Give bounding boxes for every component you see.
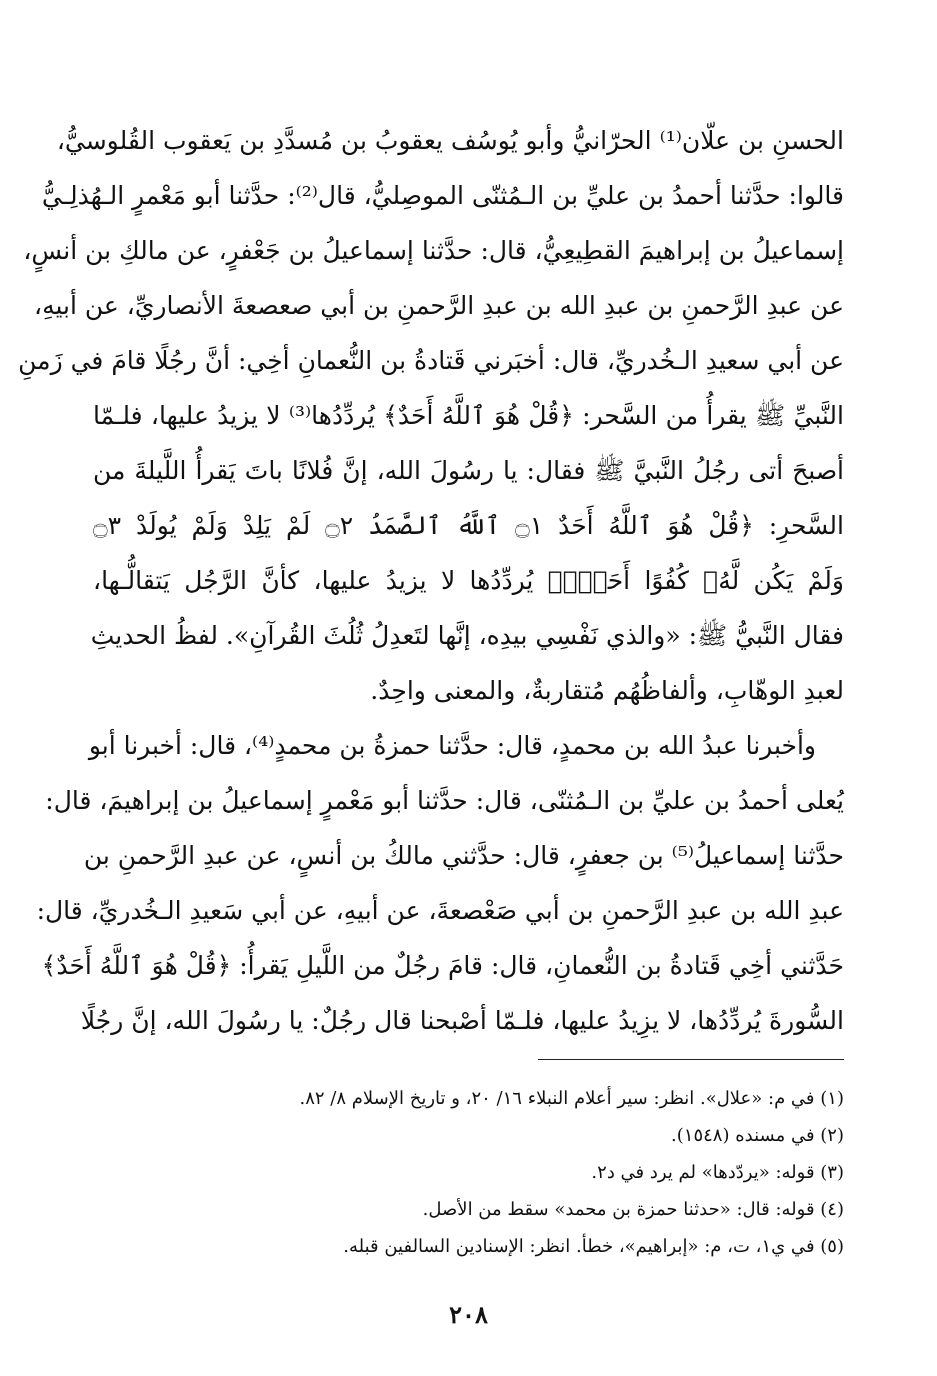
- footnote: (٤) قوله: قال: «حدثنا حمزة بن محمد» سقط من الأصل.: [422, 1199, 844, 1220]
- text-line: وَلَمْ يَكُن لَّهُۥ كُفُوًا أَحَدٌۢ﴾ يُردِّدُها لا يزيدُ عليها، كأنَّ الرَّجُل يَتقالُّـها،: [93, 566, 844, 595]
- text-line: حدَّثنا إسماعيلُ⁽⁵⁾ بن جعفرٍ، قال: حدَّثني مالكُ بن أنسٍ، عن عبدِ الرَّحمنِ بن: [83, 841, 844, 870]
- page-number: ٢٠٨: [449, 1300, 488, 1329]
- paragraph-1: [18, 113, 844, 718]
- text-line: فقال النَّبيُّ ﷺ: «والذي نَفْسِي بيدِه، إنَّها لتَعدِلُ ثُلُثَ القُرآنِ». لفظُ الحديثِ: [90, 621, 844, 650]
- text-line: السَّحرِ: ﴿قُلْ هُوَ ٱللَّهُ أَحَدٌ ۝١ ٱللَّهُ ٱلصَّمَدُ ۝٢ لَمْ يَلِدْ وَلَمْ يُولَدْ ۝٣: [93, 511, 844, 540]
- text-line: الحسنِ بن علّان⁽¹⁾ الحرّانيُّ وأبو يُوسُف يعقوبُ بن مُسدَّدِ بن يَعقوب القُلوسيُّ،: [56, 126, 844, 155]
- footnotes: [93, 1080, 844, 1265]
- text-line: إسماعيلُ بن إبراهيمَ القطِيعِيُّ، قال: حدَّثنا إسماعيلُ بن جَعْفرٍ، عن مالكِ بن أنسٍ،: [23, 236, 844, 265]
- text-line: وأخبرنا عبدُ الله بن محمدٍ، قال: حدَّثنا حمزةُ بن محمدٍ⁽⁴⁾، قال: أخبرنا أبو: [88, 731, 816, 760]
- footnote-separator: [538, 1059, 844, 1060]
- footnote: (٣) قوله: «يردّدها» لم يرد في د٢.: [591, 1162, 844, 1183]
- text-line: عن عبدِ الرَّحمنِ بن عبدِ الله بن عبدِ الرَّحمنِ بن أبي صعصعةَ الأنصاريِّ، عن أبيهِ،: [34, 291, 844, 320]
- paragraph-2: [36, 718, 844, 1048]
- text-line: حَدَّثني أخِي قَتادةُ بن النُّعمانِ، قال: قامَ رجُلٌ من اللَّيلِ يَقرأُ: ﴿قُلْ هُوَ ٱللَّهُ أَحَدٌ﴾: [41, 951, 844, 980]
- footnote: (١) في م: «علال». انظر: سير أعلام النبلاء ١٦/ ٢٠، و تاريخ الإسلام ٨/ ٨٢.: [299, 1088, 844, 1109]
- text-line: لعبدِ الوهّابِ، وألفاظُهُم مُتقاربةٌ، والمعنى واحِدٌ.: [370, 676, 844, 705]
- footnote: (٢) في مسنده (١٥٤٨).: [671, 1125, 844, 1146]
- text-line: النَّبيِّ ﷺ يقرأُ من السَّحر: ﴿قُلْ هُوَ ٱللَّهُ أَحَدٌ﴾ يُردِّدُها⁽³⁾ لا يزيدُ عليها، فلـمّا: [93, 401, 844, 430]
- footnote: (٥) في ي١، ت، م: «إبراهيم»، خطأ. انظر: الإسنادين السالفين قبله.: [343, 1236, 844, 1257]
- text-line: عبدِ الله بن عبدِ الرَّحمنِ بن أبي صَعْصعةَ، عن أبيهِ، عن أبي سَعيدِ الـخُدريِّ، قال:: [36, 896, 844, 925]
- text-line: السُّورةَ يُردِّدُها، لا يزِيدُ عليها، فلـمّا أصْبحنا قال رجُلٌ: يا رسُولَ الله، إنَّ رجُلًا: [80, 1006, 844, 1035]
- text-line: قالوا: حدَّثنا أحمدُ بن عليِّ بن الـمُثنّى الموصِليُّ، قال⁽²⁾: حدَّثنا أبو مَعْمرٍ الـهُذلِـيُّ: [41, 181, 844, 210]
- text-line: عن أبي سعيدِ الـخُدريِّ، قال: أخبَرني قَتادةُ بن النُّعمانِ أخِي: أنَّ رجُلًا قامَ في زَمنِ: [18, 346, 844, 375]
- text-line: أصبحَ أتى رجُلُ النَّبيَّ ﷺ فقال: يا رسُولَ الله، إنَّ فُلانًا باتَ يَقرأُ اللَّيلةَ من: [93, 456, 844, 485]
- text-line: يُعلى أحمدُ بن عليِّ بن الـمُثنّى، قال: حدَّثنا أبو مَعْمرٍ إسماعيلُ بن إبراهيمَ، قال:: [45, 786, 844, 815]
